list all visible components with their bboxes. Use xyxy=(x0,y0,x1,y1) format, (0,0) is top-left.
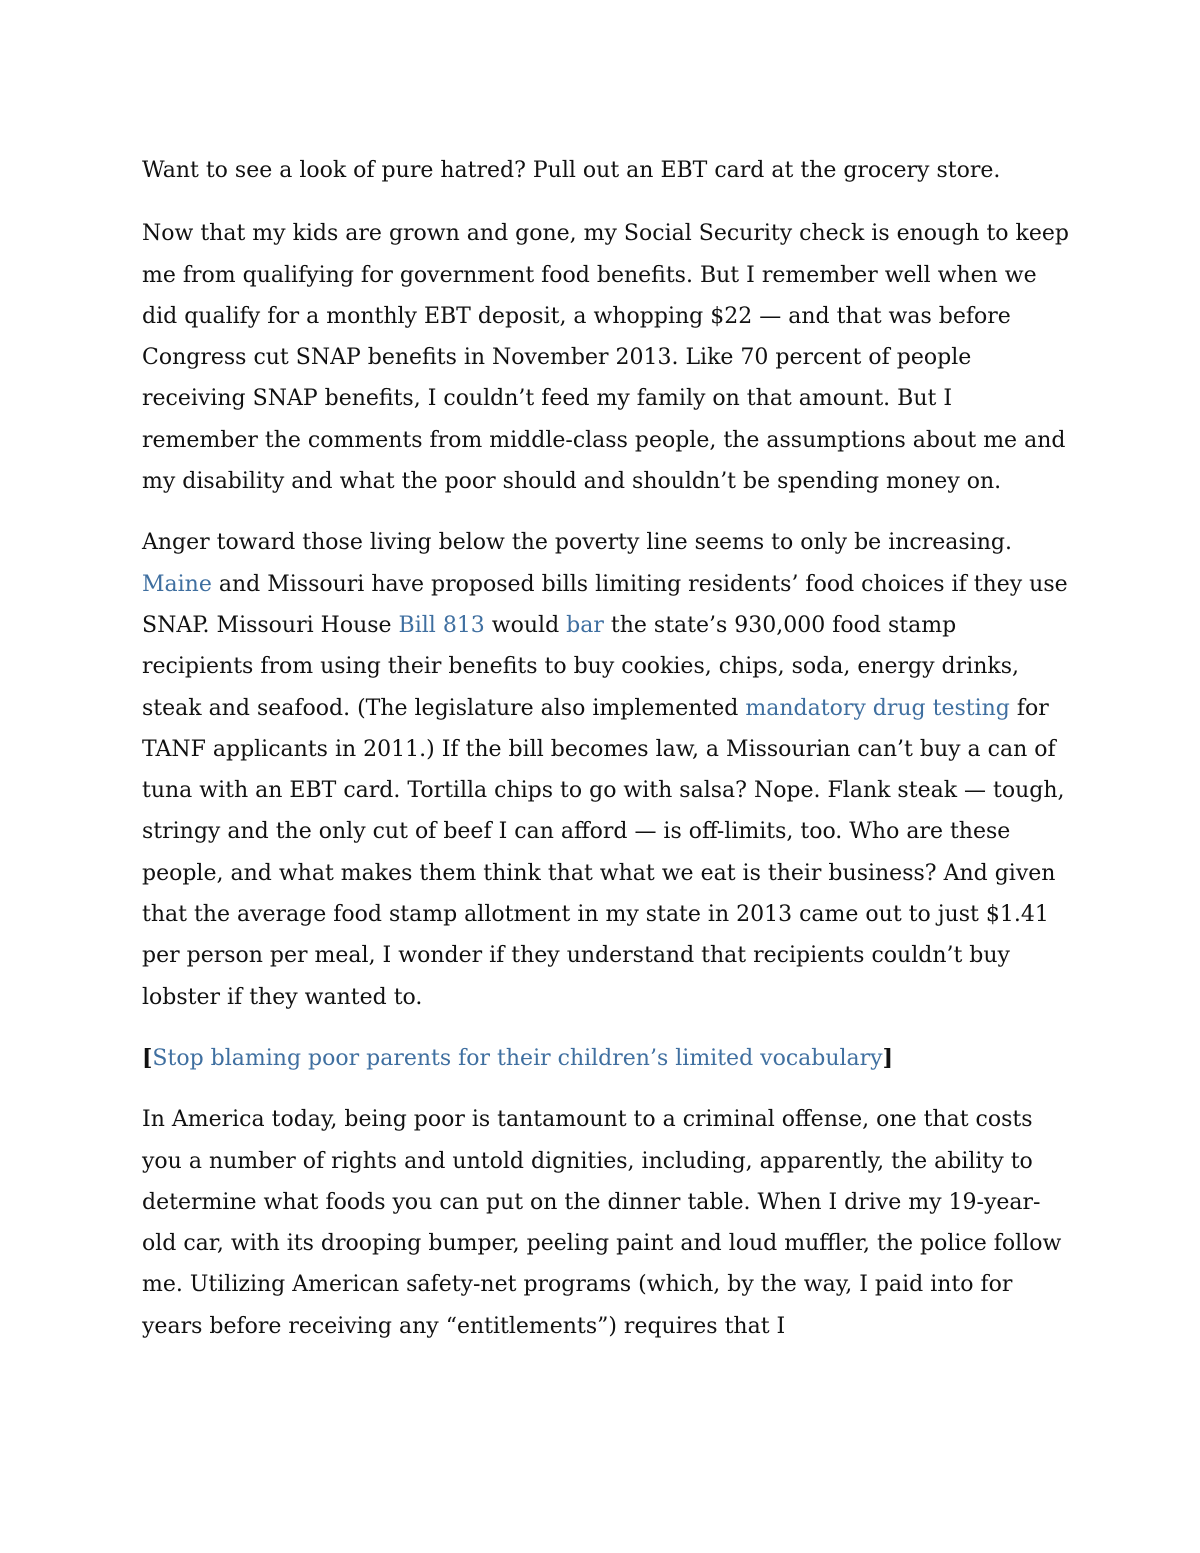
article-body xyxy=(142,150,1072,1367)
text-segment: Anger toward those living below the poverty line seems to only be increasing. xyxy=(142,530,1012,556)
text-segment: and Missouri have proposed bills limiting residents’ food choices if they use SNAP. Missouri House xyxy=(142,571,1068,638)
link-bar[interactable]: bar xyxy=(566,612,604,638)
related-article xyxy=(142,1038,1072,1079)
close-bracket: ] xyxy=(882,1044,894,1071)
open-bracket: [ xyxy=(142,1044,153,1071)
paragraph-poverty-criminal: In America today, being poor is tantamount to a criminal offense, one that costs you a number of rights and untold dignities, including, apparently, the ability to determine what foods you can put on the dinner table. When I drive my 19-year-old car, with its drooping bumper, peeling paint and loud muffler, the police follow me. Utilizing American safety-net programs (which, by the way, I paid into for years before receiving any “entitlements”) requires that I xyxy=(142,1107,1062,1339)
link-mandatory-drug-testing[interactable]: mandatory drug testing xyxy=(745,695,1010,721)
text-segment: for TANF applicants in 2011.) If the bill becomes law, a Missourian can’t buy a can of tuna with an EBT card. Tortilla chips to go with salsa? Nope. Flank steak — tough, stringy and the only cut of beef I can afford — is off-limits, too. Who are these people, and what makes them think that what we eat is their business? And given that the average food stamp allotment in my state in 2013 came out to just $1.41 per person per meal, I wonder if they understand that recipients couldn’t buy lobster if they wanted to. xyxy=(142,695,1065,1010)
link-maine[interactable]: Maine xyxy=(142,571,212,597)
link-bill-813[interactable]: Bill 813 xyxy=(398,612,485,638)
text-segment: the state’s 930,000 food stamp recipients from using their benefits to buy cookies, chips, soda, energy drinks, steak and seafood. (The legislature also implemented xyxy=(142,612,1019,721)
paragraph-snap-memory: Now that my kids are grown and gone, my Social Security check is enough to keep me from qualifying for government food benefits. But I remember well when we did qualify for a monthly EBT deposit, a whopping $22 — and that was before Congress cut SNAP benefits in November 2013. Like 70 percent of people receiving SNAP benefits, I couldn’t feed my family on that amount. But I remember the comments from middle-class people, the assumptions about me and my disability and what the poor should and shouldn’t be spending money on. xyxy=(142,221,1069,495)
paragraph-missouri-bill xyxy=(142,522,1072,1018)
paragraph-intro: Want to see a look of pure hatred? Pull out an EBT card at the grocery store. xyxy=(142,158,1001,183)
related-article-link[interactable]: Stop blaming poor parents for their children’s limited vocabulary xyxy=(152,1045,883,1071)
text-segment: would xyxy=(484,612,567,638)
